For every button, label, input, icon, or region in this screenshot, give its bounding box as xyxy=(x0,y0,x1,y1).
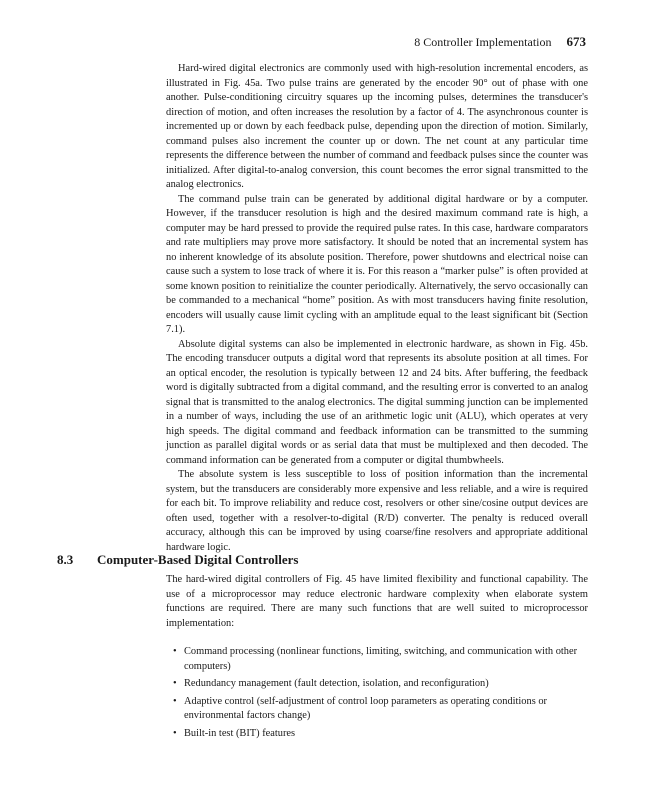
bullet-icon: • xyxy=(173,646,177,657)
list-item-text: Adaptive control (self-adjustment of control loop parameters as operating conditions or environmental factors change) xyxy=(184,695,547,721)
running-header xyxy=(414,34,586,50)
list-item xyxy=(166,695,588,724)
bullet-icon: • xyxy=(173,678,177,689)
chapter-title: 8 Controller Implementation xyxy=(414,35,552,49)
page-number: 673 xyxy=(566,34,586,49)
list-item xyxy=(166,645,588,674)
paragraph-absolute-vs-incremental: The absolute system is less susceptible to loss of position information than the incremental system, but the transducers are considerably more expensive and less reliable, and a wire is required for each bit. To improve reliability and reduce cost, resolvers or other sine/cosine output devices are often used, together with a resolver-to-digital (R/D) converter. The penalty is reduced overall accuracy, although this can be improved by using coarse/fine resolvers and appropriate additional hardware logic. xyxy=(166,469,588,553)
paragraph-absolute-systems: Absolute digital systems can also be implemented in electronic hardware, as shown in Fig. 45b. The encoding transducer outputs a digital word that represents its absolute position at all times. For an optical encoder, the resolution is typically between 12 and 24 bits. After buffering, the feedback word is digitally subtracted from a digital command, and the resulting error is converted to an analog signal that is transmitted to the analog electronics. The digital summing junction can be implemented in a number of ways, including the use of an arithmetic logic unit (ALU), which operates at very high speeds. The digital command and feedback information can be transmitted to the summing junction as parallel digital words or as serial data that must be multiplexed and then decoded. The command information can be generated from a computer or digital thumbwheels. xyxy=(166,338,588,466)
body-text xyxy=(166,62,588,555)
list-item xyxy=(166,677,588,692)
list-item-text: Command processing (nonlinear functions, limiting, switching, and communication with other computers) xyxy=(184,646,578,672)
section-title: Computer-Based Digital Controllers xyxy=(97,552,299,567)
paragraph-encoders: Hard-wired digital electronics are commonly used with high-resolution incremental encoders, as illustrated in Fig. 45a. Two pulse trains are generated by the encoder 90° out of phase with one another. Pulse-conditioning circuitry squares up the incoming pulses, determines the transducer's direction of motion, and often increases the resolution by a factor of 4. The asynchronous counter is incremented up or down by each feedback pulse, depending upon the direction of motion. Similarly, command pulses also increment the counter up or down. The net count at any particular time represents the difference between the number of command and feedback pulses since the counter was initialized. After digital-to-analog conversion, this count becomes the error signal transmitted to the analog electronics. xyxy=(166,63,588,190)
section-number: 8.3 xyxy=(57,552,74,567)
section-intro: The hard-wired digital controllers of Fig. 45 have limited flexibility and functional capability. The use of a microprocessor may reduce electronic hardware complexity when elaborate system functions are required. There are many such functions that are well suited to microprocessor implementation: xyxy=(166,574,588,629)
bullet-icon: • xyxy=(173,727,177,739)
bullet-list xyxy=(166,645,588,741)
list-item-text: Built-in test (BIT) features xyxy=(184,727,296,739)
list-item xyxy=(166,727,588,742)
section-heading xyxy=(57,552,597,568)
bullet-icon: • xyxy=(173,695,177,707)
list-item-text: Redundancy management (fault detection, isolation, and reconfiguration) xyxy=(184,678,489,689)
paragraph-command-pulse: The command pulse train can be generated by additional digital hardware or by a computer. However, if the transducer resolution is high and the desired maximum command rate is high, a computer may be hard pressed to provide the required pulse rates. In this case, hardware comparators and rate multipliers may prove more satisfactory. It should be noted that an incremental system has no inherent knowledge of its absolute position. Therefore, power shutdowns and electrical noise can cause such a system to lose track of where it is. For this reason a “marker pulse” is often provided at some known position to reinitialize the counter periodically. Alternatively, the servo occasionally can be commanded to a mechanical “home” position. As with most transducers having finite resolution, encoders will usually cause limit cycling with an amplitude equal to the least significant bit (Section 7.1). xyxy=(166,193,588,335)
section-body xyxy=(166,573,588,744)
